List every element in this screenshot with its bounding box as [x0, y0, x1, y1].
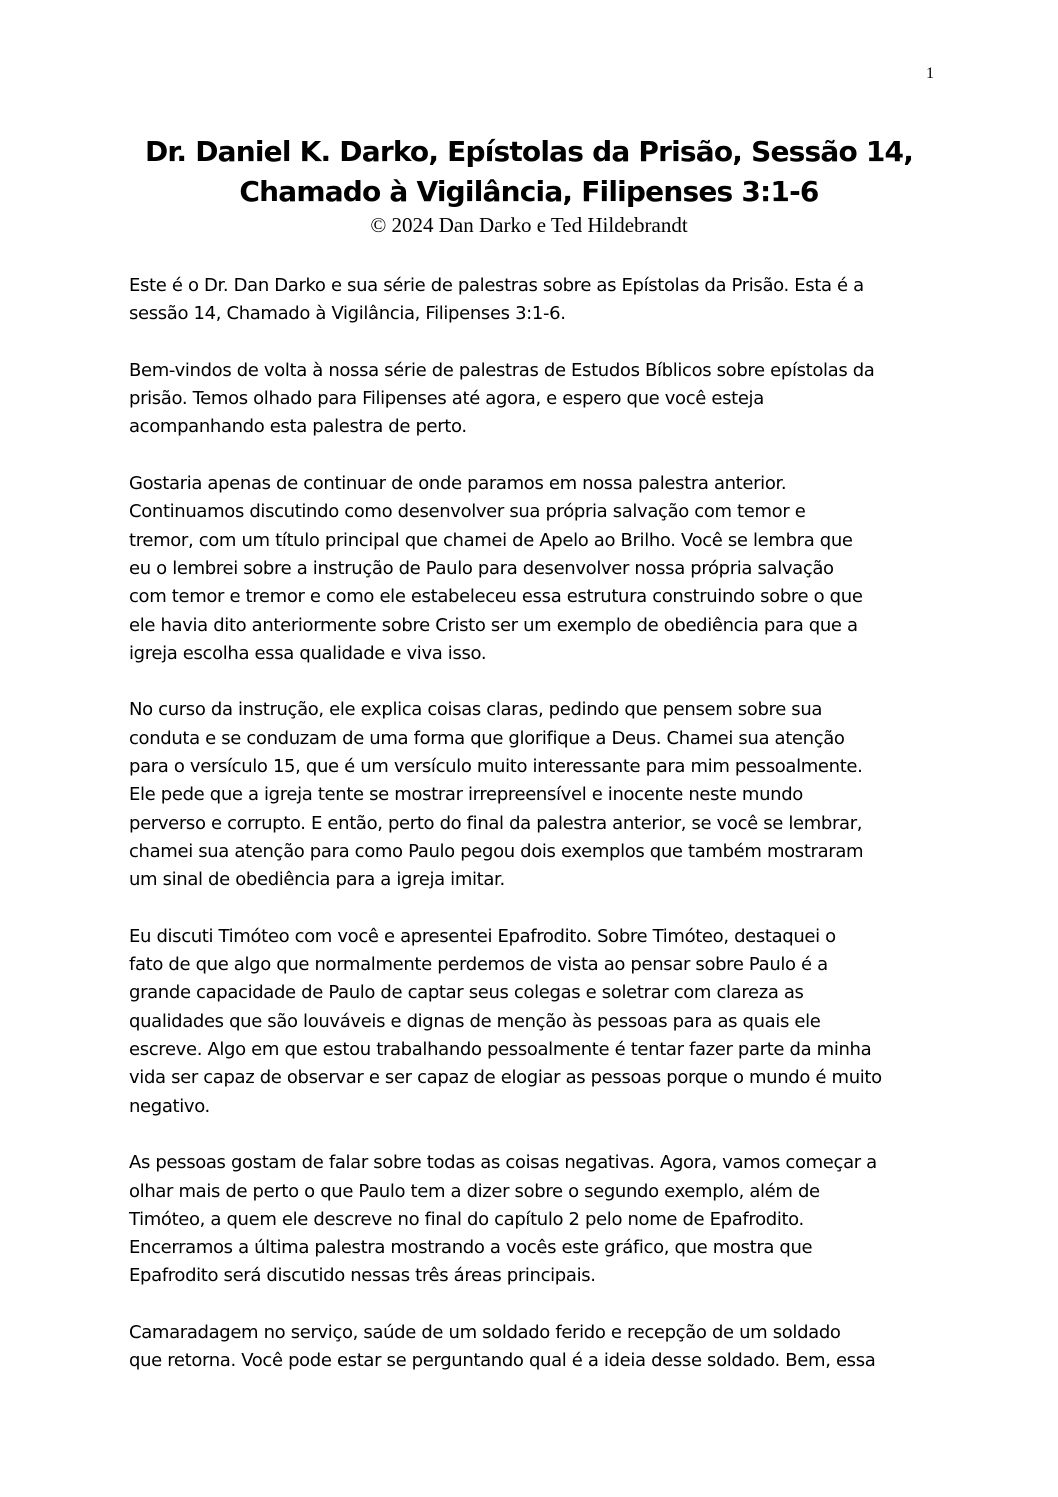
paragraph-line: com temor e tremor e como ele estabeleceu essa estrutura construindo sobre o que: [129, 586, 863, 608]
paragraph-line: olhar mais de perto o que Paulo tem a dizer sobre o segundo exemplo, além de: [129, 1180, 820, 1202]
paragraph-line: negativo.: [129, 1095, 210, 1117]
paragraph-line: Bem-vindos de volta à nossa série de palestras de Estudos Bíblicos sobre epístolas da: [129, 359, 875, 381]
paragraph-line: conduta e se conduzam de uma forma que glorifique a Deus. Chamei sua atenção: [129, 727, 845, 749]
paragraph-7: [129, 1319, 929, 1376]
paragraph-line: um sinal de obediência para a igreja imitar.: [129, 869, 505, 891]
paragraph-line: As pessoas gostam de falar sobre todas as coisas negativas. Agora, vamos começar a: [129, 1152, 877, 1174]
page-number: 1: [926, 65, 934, 82]
paragraph-2: [129, 357, 929, 442]
paragraph-6: [129, 1149, 929, 1290]
paragraph-line: Continuamos discutindo como desenvolver sua própria salvação com temor e: [129, 501, 806, 523]
paragraph-4: [129, 696, 929, 894]
paragraph-line: Timóteo, a quem ele descreve no final do capítulo 2 pelo nome de Epafrodito.: [129, 1208, 804, 1230]
paragraph-line: perverso e corrupto. E então, perto do final da palestra anterior, se você se lembrar,: [129, 812, 863, 834]
body-text: [129, 272, 929, 1404]
paragraph-line: eu o lembrei sobre a instrução de Paulo para desenvolver nossa própria salvação: [129, 557, 834, 579]
paragraph-line: Epafrodito será discutido nessas três áreas principais.: [129, 1265, 596, 1287]
paragraph-line: prisão. Temos olhado para Filipenses até agora, e espero que você esteja: [129, 388, 764, 410]
paragraph-line: vida ser capaz de observar e ser capaz de elogiar as pessoas porque o mundo é muito: [129, 1067, 882, 1089]
paragraph-line: fato de que algo que normalmente perdemos de vista ao pensar sobre Paulo é a: [129, 954, 828, 976]
copyright-line: © 2024 Dan Darko e Ted Hildebrandt: [370, 213, 688, 237]
title-line-2: Chamado à Vigilância, Filipenses 3:1-6: [239, 175, 819, 208]
paragraph-5: [129, 923, 929, 1121]
title-block: [100, 132, 958, 239]
paragraph-line: Encerramos a última palestra mostrando a vocês este gráfico, que mostra que: [129, 1237, 813, 1259]
title-line-1: Dr. Daniel K. Darko, Epístolas da Prisão, Sessão 14,: [144, 135, 914, 168]
paragraph-line: igreja escolha essa qualidade e viva isso.: [129, 642, 487, 664]
paragraph-line: No curso da instrução, ele explica coisas claras, pedindo que pensem sobre sua: [129, 699, 823, 721]
paragraph-line: para o versículo 15, que é um versículo muito interessante para mim pessoalmente.: [129, 756, 863, 778]
paragraph-line: acompanhando esta palestra de perto.: [129, 416, 467, 438]
paragraph-3: [129, 470, 929, 668]
paragraph-line: que retorna. Você pode estar se perguntando qual é a ideia desse soldado. Bem, essa: [129, 1350, 876, 1372]
paragraph-line: qualidades que são louváveis e dignas de menção às pessoas para as quais ele: [129, 1010, 821, 1032]
paragraph-line: grande capacidade de Paulo de captar seus colegas e soletrar com clareza as: [129, 982, 804, 1004]
paragraph-line: tremor, com um título principal que chamei de Apelo ao Brilho. Você se lembra que: [129, 529, 853, 551]
paragraph-line: chamei sua atenção para como Paulo pegou dois exemplos que também mostraram: [129, 840, 864, 862]
paragraph-line: ele havia dito anteriormente sobre Cristo ser um exemplo de obediência para que a: [129, 614, 858, 636]
paragraph-line: sessão 14, Chamado à Vigilância, Filipenses 3:1-6.: [129, 303, 566, 325]
paragraph-line: Eu discuti Timóteo com você e apresentei Epafrodito. Sobre Timóteo, destaquei o: [129, 925, 836, 947]
paragraph-1: [129, 272, 929, 329]
paragraph-line: Ele pede que a igreja tente se mostrar irrepreensível e inocente neste mundo: [129, 784, 803, 806]
paragraph-line: Este é o Dr. Dan Darko e sua série de palestras sobre as Epístolas da Prisão. Esta é a: [129, 275, 864, 296]
paragraph-line: Camaradagem no serviço, saúde de um soldado ferido e recepção de um soldado: [129, 1321, 841, 1343]
paragraph-line: escreve. Algo em que estou trabalhando pessoalmente é tentar fazer parte da minha: [129, 1039, 872, 1061]
paragraph-line: Gostaria apenas de continuar de onde paramos em nossa palestra anterior.: [129, 473, 787, 495]
